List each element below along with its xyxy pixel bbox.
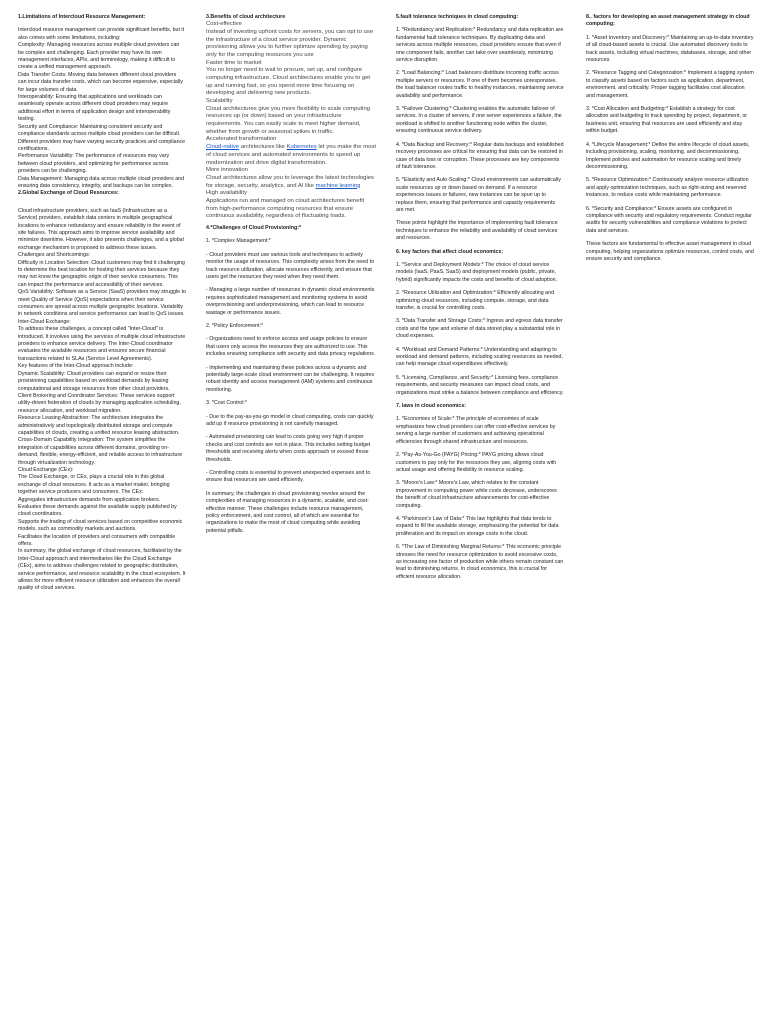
paragraph: 4. *Parkinson's Law of Data:* This law highlights that data tends to expand to fill the available storage, emphasizing the potential for data proliferation and its impact on storage costs in the cloud. bbox=[396, 515, 559, 537]
paragraph: 4. *Data Backup and Recovery:* Regular data backups and established recovery processes are critical for ensuring that data can be restored in case of data loss or corruption. These processes are key components of fault tolerance. bbox=[396, 141, 564, 170]
paragraph: Accelerated transformation bbox=[206, 136, 277, 143]
paragraph: Applications run and managed on cloud architectures benefit from high-performance computing resources that ensure continuous availability, regardless of fluctuating loads. bbox=[206, 197, 365, 220]
paragraph: - Cloud providers must use various tools and techniques to actively monitor the usage of resources. This complexity arises from the need to track resource utilization, allocate resources efficiently, and ensure that users get the resources they need when they need them. bbox=[206, 251, 375, 280]
paragraph: 5. *Licensing, Compliance, and Security:* Licensing fees, compliance requirements, and security measures can impact cloud costs, and organizations must strike a balance between compliance and efficiency. bbox=[396, 374, 564, 396]
section-heading-1: 1.Limitations of Intercloud Resource Management: bbox=[18, 14, 146, 20]
paragraph: 2. *Resource Tagging and Categorization:* Implement a tagging system to classify assets based on factors such as application, department, environment, and criticality. Proper tagging facilitates cost allocation and management. bbox=[586, 70, 754, 99]
paragraph: Key features of the Inter-Cloud approach include: bbox=[18, 363, 134, 370]
section-heading-2: 2.Global Exchange of Cloud Resources: bbox=[18, 190, 119, 197]
paragraph: Interoperability: Ensuring that applications and workloads can seamlessly operate across different cloud providers may require additional effort in terms of application design and interoperability testing. bbox=[18, 94, 171, 123]
paragraph: Data Transfer Costs: Moving data between different cloud providers can incur data transfer costs, which can become expensive, especially for large volumes of data. bbox=[18, 71, 183, 93]
paragraph: 1. *Complex Management:* bbox=[206, 238, 271, 245]
paragraph: Instead of investing upfront costs for servers, you can opt to use the infrastructure of a cloud service provider. Dynamic provisioning allows you to further optimize spending by paying only for the computing resources you use bbox=[206, 29, 373, 59]
section-body-2 bbox=[18, 208, 186, 593]
innovation-title: More innovation bbox=[206, 167, 248, 174]
paragraph: Aggregates infrastructure demands from application brokers. bbox=[18, 496, 161, 503]
transformation-text: let you make the most of cloud services and automated environments to speed up modernization and drive digital transformation. bbox=[206, 144, 376, 166]
paragraph: These points highlight the importance of implementing fault tolerance techniques to enhance the reliability and availability of cloud services and resources. bbox=[396, 220, 558, 242]
paragraph: Cost-effective bbox=[206, 21, 242, 28]
paragraph: Difficulty in Location Selection: Cloud customers may find it challenging to determine the best location for hosting their services because they may not know the geographic origin of their service consumers. This can impact the performance and accessibility of their services. bbox=[18, 259, 185, 288]
paragraph: These factors are fundamental to effective asset management in cloud computing, helping organizations optimize resources, control costs, and ensure security and compliance. bbox=[586, 241, 754, 262]
paragraph: You no longer need to wait to procure, set up, and configure computing infrastructure. Cloud architectures enable you to get up and running fast, so you spend more time focusing on developing and delivering new products. bbox=[206, 67, 371, 97]
paragraph: - Controlling costs is essential to prevent unexpected expenses and to ensure that resources are used efficiently. bbox=[206, 470, 371, 484]
paragraph: Cross-Domain Capability Integration: The system simplifies the integration of capabilities across different domains, providing on-demand, flexible, energy-efficient, and reliable access to infrastructure through virtualization technology. bbox=[18, 437, 183, 466]
paragraph: 3. *Cost Control:* bbox=[206, 400, 247, 407]
paragraph: The Cloud Exchange, or CEx, plays a crucial role in this global exchange of cloud resources. It acts as a market maker, bringing together service producers and consumers. The CEx: bbox=[18, 474, 170, 496]
innovation-paragraph bbox=[206, 167, 376, 190]
paragraph: Evaluates these demands against the available supply published by cloud coordinators. bbox=[18, 504, 177, 518]
paragraph: 2. *Resource Utilization and Optimization:* Efficiently allocating and optimizing cloud resources, including compute, storage, and data transfer, is crucial for controlling costs. bbox=[396, 290, 555, 311]
paragraph: Cloud infrastructure providers, such as IaaS (Infrastructure as a Service) providers, establish data centers in multiple geographical locations to enhance redundancy and ensure reliability in the event of site failures. This approach aims to improve service availability and minimize downtime. However, it also presents challenges, and a global exchange mechanism is proposed to address these issues. bbox=[18, 207, 184, 251]
paragraph: 4. *Lifecycle Management:* Define the entire lifecycle of cloud assets, including provisioning, scaling, monitoring, and decommissioning. Implement policies and automation for resource scaling and timely decommissioning. bbox=[586, 141, 750, 170]
cloud-native-link[interactable]: Cloud-native bbox=[206, 144, 240, 151]
cloud-native-paragraph bbox=[206, 144, 376, 167]
column-2 bbox=[206, 14, 376, 541]
paragraph: Intercloud resource management can provide significant benefits, but it also comes with some limitations, including: bbox=[18, 27, 185, 41]
innovation-text: Cloud architectures allow you to leverage the latest technologies for storage, security, analytics, and AI like bbox=[206, 174, 374, 189]
paragraph: Cloud Exchange (CEx): bbox=[18, 466, 74, 473]
paragraph: Challenges and Shortcomings: bbox=[18, 252, 91, 259]
section-heading-8: 8.. factors for developing an asset management strategy in cloud computing: bbox=[586, 14, 750, 28]
paragraph: Faster time to market bbox=[206, 59, 262, 66]
column-1 bbox=[18, 14, 186, 593]
section-body-6 bbox=[396, 262, 564, 397]
paragraph: 3. *Data Transfer and Storage Costs:* Ingress and egress data transfer costs and the type and volume of data stored play a substantial role in cloud expenses. bbox=[396, 318, 563, 340]
machine-learning-link[interactable]: machine learning bbox=[315, 182, 361, 189]
section-heading-6: 6. key factors that affect cloud economics: bbox=[396, 248, 504, 255]
paragraph: 6. *The Law of Diminishing Marginal Returns:* This economic principle stresses the need for resource optimization to avoid excessive costs, as increasing one factor of production while others remain constant can lead to diminishing returns. In cloud economics, this is crucial for efficient resource allocation. bbox=[396, 544, 564, 580]
paragraph: 1. *Economies of Scale:* The principle of economies of scale emphasizes how cloud providers can offer cost-effective services by serving a large number of customers and achieving operational efficiencies through shared infrastructure and resources. bbox=[396, 416, 556, 445]
paragraph: High availability bbox=[206, 190, 247, 197]
section-body-8 bbox=[586, 35, 754, 264]
paragraph: Cloud architectures give you more flexibility to scale computing resources up (or down) based on your infrastructure requirements. You can easily scale to meet higher demand, whether from growth or seasonal spikes in traffic. bbox=[206, 105, 371, 135]
paragraph: 5. *Elasticity and Auto-Scaling:* Cloud environments can automatically scale resources up or down based on demand. If a resource experiences issues or failures, new instances can be spun up to replace them, ensuring that performance and capacity requirements are met. bbox=[396, 177, 561, 213]
paragraph: 5. *Resource Optimization:* Continuously analyze resource utilization and apply optimization techniques, such as right-sizing and reserved instances, to reduce costs while maintaining performance. bbox=[586, 177, 749, 199]
paragraph: 2. *Pay-As-You-Go (PAYG) Pricing:* PAYG pricing allows cloud customers to pay only for the resources they use, aligning costs with actual usage and offering flexibility in resource scaling. bbox=[396, 452, 557, 473]
paragraph: In summary, the global exchange of cloud resources, facilitated by the Inter-Cloud approach and intermediaries like the Cloud Exchange (CEx), aims to address challenges related to geographic distribution, service performance, and resource scalability in the cloud ecosystem. It allows for more efficient resource utilization and enhances the overall quality of cloud services. bbox=[18, 548, 186, 592]
paragraph: Client Brokering and Coordinator Services: These services support utility-driven federation of clouds by managing application scheduling, resource allocation, and workload migration. bbox=[18, 392, 181, 414]
paragraph: Complexity: Managing resources across multiple cloud providers can be complex and challenging. Each provider may have its own management interfaces, APIs, and terminology, making it difficult to create a unified management approach. bbox=[18, 42, 180, 71]
paragraph: - Automated provisioning can lead to costs going very high if proper checks and cost controls are not in place. This includes setting budget thresholds and receiving alerts when costs approach or exceed those thresholds. bbox=[206, 434, 371, 463]
paragraph: 3. *Cost Allocation and Budgeting:* Establish a strategy for cost allocation and budgeting to track spending by project, department, or business unit, ensuring that resources are used efficiently and stay within budget. bbox=[586, 106, 748, 135]
paragraph: - Organizations need to enforce access and usage policies to ensure that users only access the resources they are authorized to use. This includes ensuring compliance with security and data privacy regulations. bbox=[206, 336, 376, 358]
paragraph: Performance Variability: The performance of resources may vary between cloud providers, and optimizing for performance across providers can be challenging. bbox=[18, 153, 170, 175]
paragraph: 2. *Load Balancing:* Load balancers distribute incoming traffic across multiple servers or resources. If one of them becomes unresponsive, the load balancer routes traffic to healthy instances, maintaining service availability and performance. bbox=[396, 70, 564, 99]
paragraph: Inter-Cloud Exchange: bbox=[18, 318, 71, 325]
section-heading-7: 7. laws in cloud economics: bbox=[396, 403, 467, 410]
section-body-5 bbox=[396, 27, 564, 242]
section-body-4 bbox=[206, 238, 376, 535]
column-3 bbox=[396, 14, 564, 587]
section-body-1 bbox=[18, 27, 186, 190]
paragraph: Resource Leasing Abstraction: The architecture integrates the administratively and topologically distributed storage and compute capabilities of clouds, creating a unified resource leasing abstraction. bbox=[18, 415, 180, 436]
paragraph: In summary, the challenges in cloud provisioning revolve around the complexities of managing resources in a dynamic, scalable, and cost-effective manner. These challenges include resource management, policy enforcement, and cost control, all of which are essential for organizations to make the most of cloud computing while avoiding potential pitfalls. bbox=[206, 490, 369, 534]
paragraph: 1. *Asset Inventory and Discovery:* Maintaining an up-to-date inventory of all cloud-based assets is crucial. Use automated discovery tools to track assets, including virtual machines, databases, storage, and other resources. bbox=[586, 34, 754, 64]
paragraph: Supports the trading of cloud services based on competitive economic models, such as commodity markets and auctions. bbox=[18, 518, 183, 533]
paragraph: Scalability bbox=[206, 98, 233, 105]
section-heading-3: 3.Benefits of cloud architecture bbox=[206, 14, 286, 20]
column-4 bbox=[586, 14, 754, 269]
kubernetes-link[interactable]: Kubernetes bbox=[286, 144, 317, 151]
paragraph: To address these challenges, a concept called "Inter-Cloud" is introduced. It involves using the services of multiple cloud infrastructure providers to enhance service delivery. The Inter-Cloud coordinator evaluates the available resources and ensures secure financial transactions related to SLAs (Service Level Agreements). bbox=[18, 326, 186, 362]
section-body-7 bbox=[396, 416, 564, 581]
paragraph: 3. *Moore's Law:* Moore's Law, which relates to the constant improvement in computing power while costs decrease, underscores the benefit of cloud infrastructure advancements for cost-effective computing. bbox=[396, 480, 557, 509]
paragraph: 4. *Workload and Demand Patterns:* Understanding and adapting to workload and demand patterns, including scaling resources as needed, can help manage cloud expenditures effectively. bbox=[396, 346, 563, 368]
paragraph: - Managing a large number of resources in dynamic cloud environments requires sophisticated management and monitoring systems to avoid overprovisioning and underprovisioning, which can lead to resource wastage or performance issues. bbox=[206, 287, 375, 316]
section-heading-5: 5.fault tolerance techniques in cloud computing: bbox=[396, 14, 519, 20]
paragraph: - Due to the pay-as-you-go model in cloud computing, costs can quickly add up if resource provisioning is not carefully managed. bbox=[206, 413, 374, 427]
paragraph: 6. *Security and Compliance:* Ensure assets are configured in compliance with security and regulatory requirements. Conduct regular audits for security vulnerabilities and compliance violations to protect data and services. bbox=[586, 205, 752, 234]
paragraph: Data Management: Managing data across multiple cloud providers and ensuring data consistency, integrity, and backups can be complex. bbox=[18, 175, 185, 189]
paragraph: QoS Variability: Software as a Service (SaaS) providers may struggle to meet Quality of Service (QoS) expectations when their service consumers are spread across multiple geographic locations. Variability in network conditions and service performance can lead to QoS issues. bbox=[18, 289, 187, 318]
benefits-list bbox=[206, 21, 376, 144]
paragraph: 1. *Service and Deployment Models:* The choice of cloud service models (IaaS, PaaS, SaaS) and deployment models (public, private, hybrid) significantly impacts the costs and benefits of cloud adoption. bbox=[396, 261, 558, 283]
paragraph: Dynamic Scalability: Cloud providers can expand or resize their provisioning capabilities based on workload demands by leasing computational and storage resources from other cloud providers. bbox=[18, 370, 170, 392]
paragraph: - Implementing and maintaining these policies across a dynamic and potentially large-scale cloud environment can be challenging. It requires robust identity and access management (IAM) systems and continuous monitoring. bbox=[206, 364, 375, 393]
link-connector-text: architectures like bbox=[239, 144, 287, 151]
section-heading-4: 4.*Challenges of Cloud Provisioning:* bbox=[206, 224, 302, 231]
paragraph: 1. *Redundancy and Replication:* Redundancy and data replication are fundamental fault tolerance techniques. By duplicating data and services across multiple resources, cloud providers ensure that even if one component fails, another can take over seamlessly, minimizing service disruption. bbox=[396, 27, 564, 64]
paragraph: 2. *Policy Enforcement:* bbox=[206, 322, 264, 329]
paragraph: Security and Compliance: Maintaining consistent security and compliance standards across multiple cloud providers can be difficult. Different providers may have varying security practices and compliance certifications. bbox=[18, 123, 186, 152]
paragraph: 3. *Failover Clustering:* Clustering enables the automatic failover of services. In a cluster of servers, if one server experiences a failure, the workload is shifted to another functioning node within the cluster, ensuring continuous service delivery. bbox=[396, 106, 562, 135]
availability-list bbox=[206, 190, 376, 221]
paragraph: Facilitates the location of providers and consumers with compatible offers. bbox=[18, 533, 176, 548]
